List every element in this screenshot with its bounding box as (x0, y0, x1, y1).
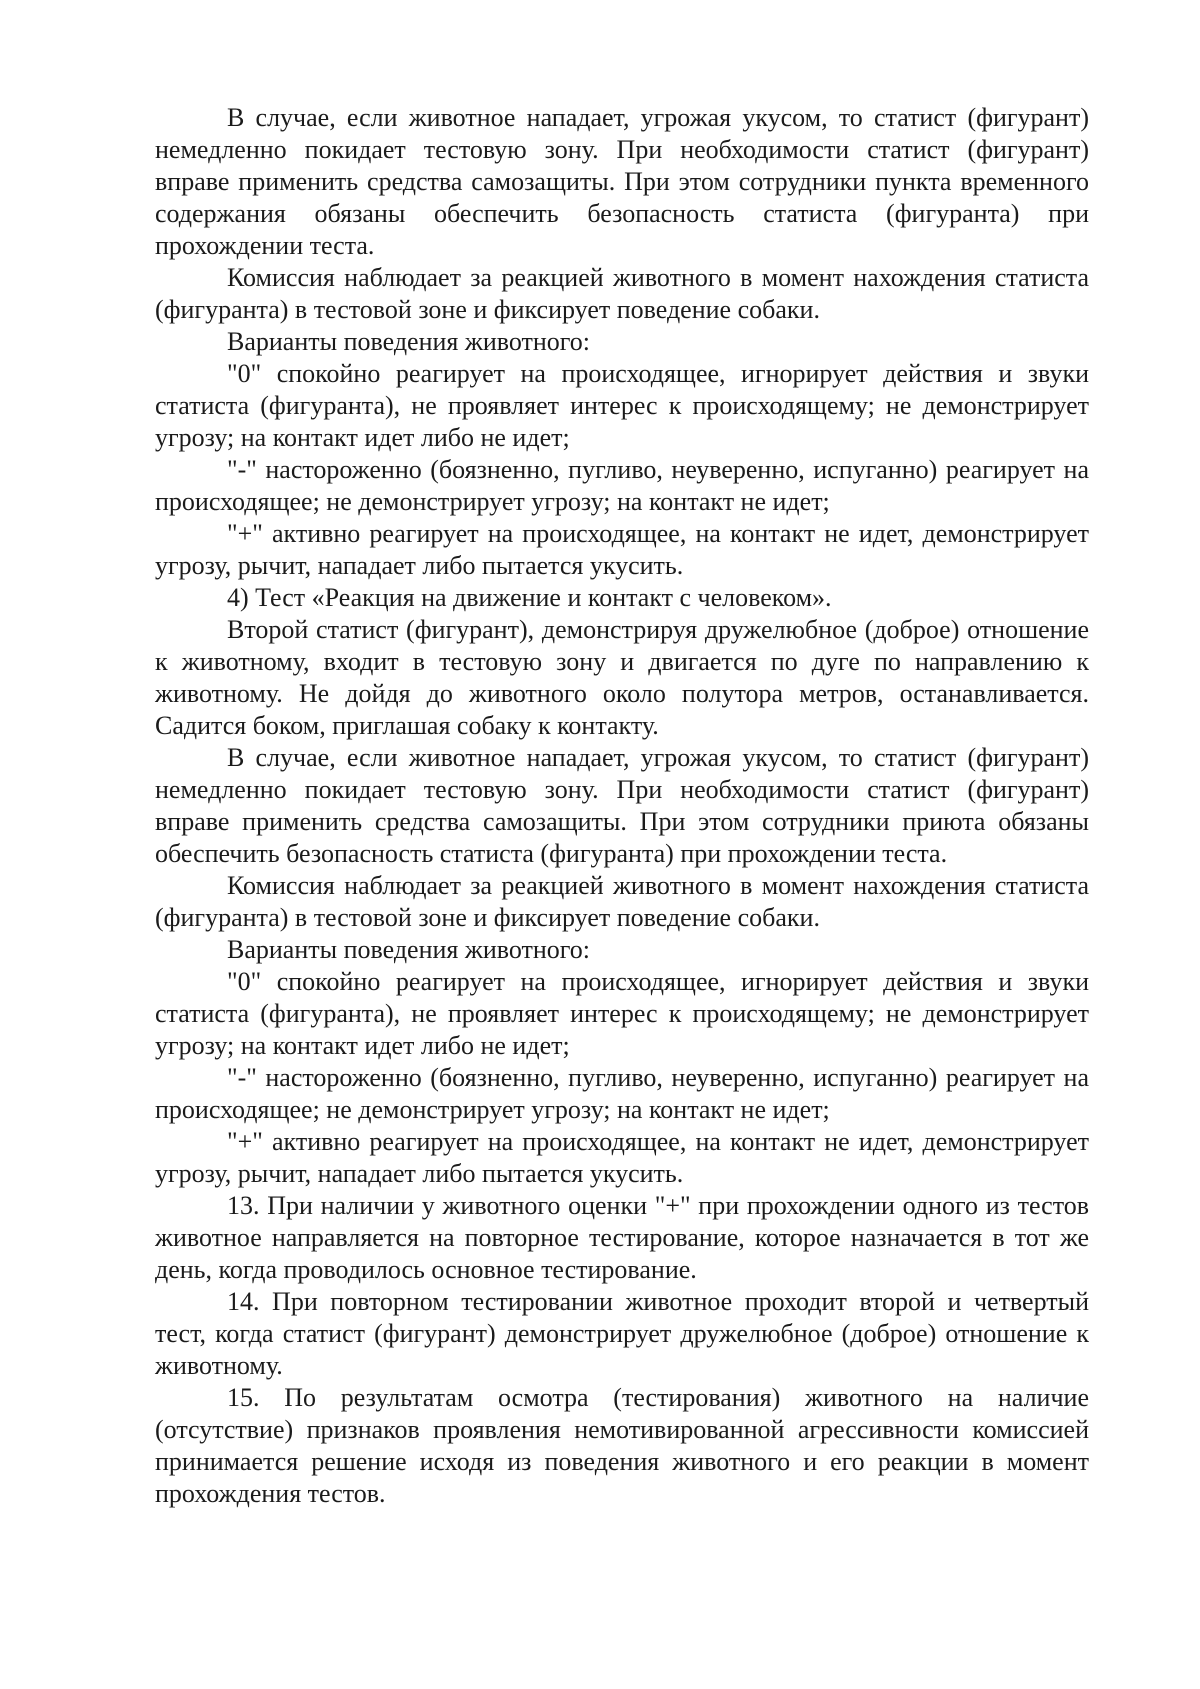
paragraph: Комиссия наблюдает за реакцией животного в момент нахождения статиста (фигуранта) в тестовой зоне и фиксирует поведение собаки. (155, 263, 1089, 324)
paragraph: Варианты поведения животного: (227, 935, 591, 964)
paragraph: "-" настороженно (боязненно, пугливо, неуверенно, испуганно) реагирует на происходящее; не демонстрирует угрозу; на контакт не идет; (155, 1063, 1089, 1124)
paragraph: Комиссия наблюдает за реакцией животного в момент нахождения статиста (фигуранта) в тестовой зоне и фиксирует поведение собаки. (155, 871, 1089, 932)
paragraph: "0" спокойно реагирует на происходящее, игнорирует действия и звуки статиста (фигуранта), не проявляет интерес к происходящему; не демонстрирует угрозу; на контакт идет либо не идет; (155, 967, 1089, 1060)
numbered-paragraph: 14. При повторном тестировании животное проходит второй и четвертый тест, когда статист (фигурант) демонстрирует дружелюбное (доброе) отношение к животному. (155, 1287, 1089, 1380)
paragraph: "-" настороженно (боязненно, пугливо, неуверенно, испуганно) реагирует на происходящее; не демонстрирует угрозу; на контакт не идет; (155, 455, 1089, 516)
paragraph: В случае, если животное нападает, угрожая укусом, то статист (фигурант) немедленно покидает тестовую зону. При необходимости статист (фигурант) вправе применить средства самозащиты. При этом сотрудники пункта временного содержания обязаны обеспечить безопасность статиста (фигуранта) при прохождении теста. (155, 103, 1089, 260)
paragraph: Второй статист (фигурант), демонстрируя дружелюбное (доброе) отношение к животному, входит в тестовую зону и двигается по дуге по направлению к животному. Не дойдя до животного около полутора метров, останавливается. Садится боком, приглашая собаку к контакту. (155, 615, 1089, 740)
paragraph: В случае, если животное нападает, угрожая укусом, то статист (фигурант) немедленно покидает тестовую зону. При необходимости статист (фигурант) вправе применить средства самозащиты. При этом сотрудники приюта обязаны обеспечить безопасность статиста (фигуранта) при прохождении теста. (155, 743, 1089, 868)
numbered-paragraph: 13. При наличии у животного оценки "+" при прохождении одного из тестов животное направляется на повторное тестирование, которое назначается в тот же день, когда проводилось основное тестирование. (155, 1191, 1089, 1284)
numbered-paragraph: 15. По результатам осмотра (тестирования) животного на наличие (отсутствие) признаков проявления немотивированной агрессивности комиссией принимается решение исходя из поведения животного и его реакции в момент прохождения тестов. (155, 1383, 1089, 1508)
paragraph: "0" спокойно реагирует на происходящее, игнорирует действия и звуки статиста (фигуранта), не проявляет интерес к происходящему; не демонстрирует угрозу; на контакт идет либо не идет; (155, 359, 1089, 452)
paragraph: "+" активно реагирует на происходящее, на контакт не идет, демонстрирует угрозу, рычит, нападает либо пытается укусить. (155, 1127, 1089, 1188)
document-page (155, 102, 1089, 1510)
paragraph: "+" активно реагирует на происходящее, на контакт не идет, демонстрирует угрозу, рычит, нападает либо пытается укусить. (155, 519, 1089, 580)
paragraph: Варианты поведения животного: (227, 327, 591, 356)
test-heading: 4) Тест «Реакция на движение и контакт с человеком». (227, 583, 832, 612)
